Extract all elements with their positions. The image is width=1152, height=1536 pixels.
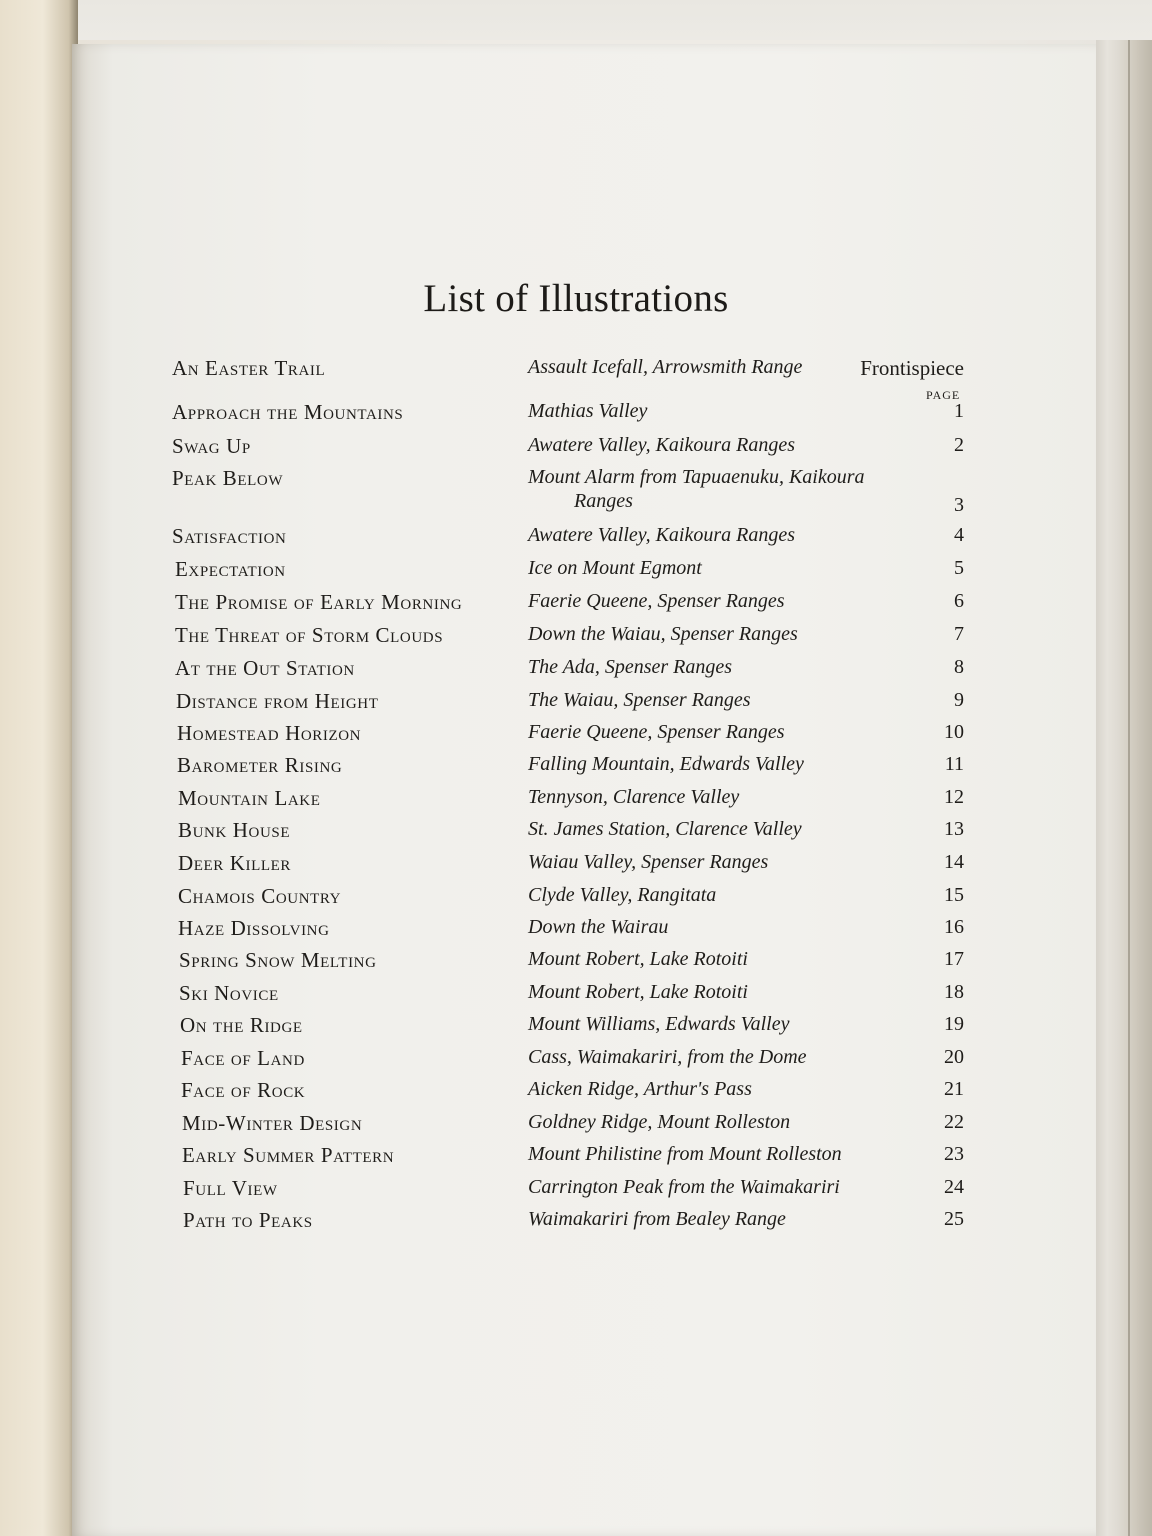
illustration-caption: Faerie Queene, Spenser Ranges — [528, 590, 785, 612]
page-number: 2 — [954, 434, 964, 456]
page-number: 4 — [954, 524, 964, 546]
page-number: 1 — [954, 400, 964, 422]
illustration-caption: Goldney Ridge, Mount Rolleston — [528, 1111, 791, 1133]
book-top-edge — [0, 0, 1152, 40]
illustration-title: The Promise of Early Morning — [175, 590, 463, 614]
page-number: 22 — [944, 1111, 964, 1133]
page-number: 9 — [954, 689, 964, 711]
list-item — [0, 400, 1152, 430]
list-item — [0, 1078, 1152, 1108]
illustration-caption: Faerie Queene, Spenser Ranges — [528, 721, 785, 743]
illustration-caption: Falling Mountain, Edwards Valley — [528, 753, 804, 775]
illustration-caption: Awatere Valley, Kaikoura Ranges — [528, 524, 796, 546]
list-item — [0, 524, 1152, 554]
page-number: 18 — [944, 981, 964, 1003]
page-number: Frontispiece — [860, 356, 964, 380]
page-number: 17 — [944, 948, 964, 970]
illustration-caption: Clyde Valley, Rangitata — [528, 884, 717, 906]
page-number: 24 — [944, 1176, 964, 1198]
illustration-title: Satisfaction — [172, 524, 287, 548]
list-item — [0, 753, 1152, 783]
list-item — [0, 656, 1152, 686]
illustration-caption: Assault Icefall, Arrowsmith Range — [528, 356, 803, 378]
list-item — [0, 1111, 1152, 1141]
illustration-caption: Waimakariri from Bealey Range — [528, 1208, 786, 1230]
list-item — [0, 1176, 1152, 1206]
illustration-title: Peak Below — [172, 466, 284, 490]
page-column-heading: PAGE — [926, 388, 961, 402]
page-number: 23 — [944, 1143, 964, 1165]
list-item — [0, 689, 1152, 719]
illustration-title: Mid-Winter Design — [182, 1111, 363, 1135]
illustration-caption: Mount Philistine from Mount Rolleston — [528, 1143, 842, 1165]
list-item — [0, 851, 1152, 881]
list-item — [0, 1046, 1152, 1076]
page-number: 15 — [944, 884, 964, 906]
illustration-caption: Down the Wairau — [528, 916, 669, 938]
list-item — [0, 557, 1152, 587]
illustration-title: Spring Snow Melting — [179, 948, 377, 972]
illustration-title: Path to Peaks — [183, 1208, 313, 1232]
page-number: 3 — [954, 494, 964, 516]
page-number: 20 — [944, 1046, 964, 1068]
page-number: 13 — [944, 818, 964, 840]
list-item — [0, 1208, 1152, 1238]
illustration-title: Swag Up — [172, 434, 251, 458]
list-item — [0, 1143, 1152, 1173]
illustration-title: An Easter Trail — [172, 356, 326, 380]
page-number: 7 — [954, 623, 964, 645]
page-number: 12 — [944, 786, 964, 808]
page-number: 5 — [954, 557, 964, 579]
illustration-title: Ski Novice — [179, 981, 279, 1005]
page-number: 8 — [954, 656, 964, 678]
illustration-title: Chamois Country — [178, 884, 342, 908]
list-item — [0, 434, 1152, 464]
illustration-caption: Aicken Ridge, Arthur's Pass — [528, 1078, 752, 1100]
list-item — [0, 818, 1152, 848]
page-number: 10 — [944, 721, 964, 743]
page-number: 16 — [944, 916, 964, 938]
illustration-caption: The Waiau, Spenser Ranges — [528, 689, 751, 711]
illustration-caption: Awatere Valley, Kaikoura Ranges — [528, 434, 796, 456]
list-item — [0, 721, 1152, 751]
illustration-caption: Tennyson, Clarence Valley — [528, 786, 740, 808]
list-item — [0, 786, 1152, 816]
illustration-caption: Carrington Peak from the Waimakariri — [528, 1176, 840, 1198]
list-item — [0, 948, 1152, 978]
list-item — [0, 1013, 1152, 1043]
illustration-caption-continuation: Ranges — [574, 490, 633, 512]
illustration-title: Face of Land — [181, 1046, 305, 1070]
illustration-title: Distance from Height — [176, 689, 379, 713]
illustration-caption: Mount Williams, Edwards Valley — [528, 1013, 790, 1035]
page-number: 25 — [944, 1208, 964, 1230]
illustration-caption: St. James Station, Clarence Valley — [528, 818, 802, 840]
illustration-caption: Cass, Waimakariri, from the Dome — [528, 1046, 807, 1068]
list-item — [0, 590, 1152, 620]
illustration-caption: Mathias Valley — [528, 400, 648, 422]
illustration-caption: Ice on Mount Egmont — [528, 557, 702, 579]
page-number: 11 — [944, 753, 964, 775]
illustration-title: Deer Killer — [178, 851, 291, 875]
illustration-caption: The Ada, Spenser Ranges — [528, 656, 733, 678]
illustration-caption: Mount Alarm from Tapuaenuku, Kaikoura — [528, 466, 865, 488]
page-number: 14 — [944, 851, 964, 873]
illustration-title: Homestead Horizon — [177, 721, 362, 745]
illustration-caption: Mount Robert, Lake Rotoiti — [528, 981, 748, 1003]
illustration-caption: Waiau Valley, Spenser Ranges — [528, 851, 769, 873]
list-item — [0, 916, 1152, 946]
page-number: 21 — [944, 1078, 964, 1100]
illustration-title: Bunk House — [178, 818, 291, 842]
list-item — [0, 623, 1152, 653]
illustration-caption: Mount Robert, Lake Rotoiti — [528, 948, 748, 970]
illustration-title: Barometer Rising — [177, 753, 343, 777]
illustration-title: Full View — [183, 1176, 278, 1200]
list-item — [0, 356, 1152, 386]
illustration-title: Early Summer Pattern — [182, 1143, 395, 1167]
page-number: 6 — [954, 590, 964, 612]
illustration-title: Approach the Mountains — [172, 400, 404, 424]
page-number: 19 — [944, 1013, 964, 1035]
illustration-caption: Down the Waiau, Spenser Ranges — [528, 623, 798, 645]
illustration-title: Face of Rock — [181, 1078, 306, 1102]
list-item — [0, 466, 1152, 516]
illustration-title: Mountain Lake — [178, 786, 321, 810]
illustration-title: The Threat of Storm Clouds — [175, 623, 444, 647]
illustration-title: Expectation — [175, 557, 286, 581]
list-item — [0, 884, 1152, 914]
list-item — [0, 981, 1152, 1011]
illustration-title: At the Out Station — [175, 656, 355, 680]
illustration-title: On the Ridge — [180, 1013, 303, 1037]
page-title: List of Illustrations — [423, 277, 729, 320]
illustration-title: Haze Dissolving — [178, 916, 330, 940]
